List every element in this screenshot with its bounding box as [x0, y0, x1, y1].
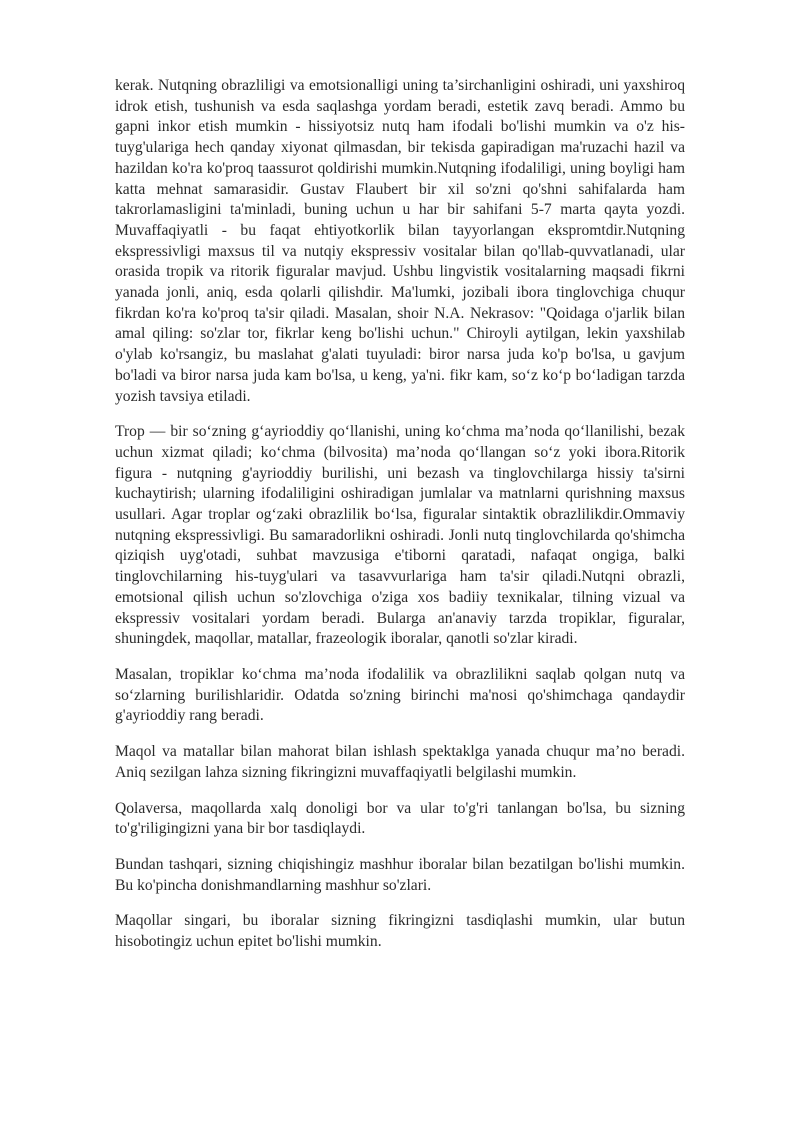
- document-page: [115, 76, 685, 968]
- paragraph: Masalan, tropiklar ko‘chma ma’noda ifodalilik va obrazlilikni saqlab qolgan nutq va so‘zlarning burilishlaridir. Odatda so'zning birinchi ma'nosi qo'shimchaga qandaydir g'ayrioddiy rang beradi.: [115, 665, 685, 725]
- paragraph: Trop — bir so‘zning g‘ayrioddiy qo‘llanishi, uning ko‘chma ma’noda qo‘llanilishi, bezak uchun xizmat qiladi; ko‘chma (bilvosita) ma’noda qo‘llangan so‘z yoki ibora.Ritorik figura - nutqning g'ayrioddiy burilishi, uni bezash va tinglovchilarga hissiy ta'sirni kuchaytirish; ularning ifodaliligini oshiradigan jumlalar va matnlarni qurishning maxsus usullari. Agar troplar og‘zaki obrazlilik bo‘lsa, figuralar sintaktik obrazlilikdir.Ommaviy nutqning ekspressivligi. Bu samaradorlikni oshiradi. Jonli nutq tinglovchilarda qo'shimcha qiziqish uyg'otadi, suhbat mavzusiga e'tiborni qaratadi, nafaqat ongiga, balki tinglovchilarning his-tuyg'ulari va tasavvurlariga ham ta'sir qiladi.Nutqni obrazli, emotsional qilish uchun so'zlovchiga o'ziga xos badiiy texnikalar, tilning vizual va ekspressiv vositalari yordam beradi. Bularga an'anaviy tarzda tropiklar, figuralar, shuningdek, maqollar, matallar, frazeologik iboralar, qanotli so'zlar kiradi.: [115, 423, 685, 648]
- paragraph: Maqol va matallar bilan mahorat bilan ishlash spektaklga yanada chuqur ma’no beradi. Aniq sezilgan lahza sizning fikringizni muvaffaqiyatli belgilashi mumkin.: [115, 743, 685, 781]
- paragraph: kerak. Nutqning obrazliligi va emotsionalligi uning ta’sirchanligini oshiradi, uni yaxshiroq idrok etish, tushunish va esda saqlashga yordam beradi, estetik zavq beradi. Ammo bu gapni inkor etish mumkin - hissiyotsiz nutq ham ifodali bo'lishi mumkin va o'z his-tuyg'ulariga hech qanday xiyonat qilmasdan, bir tekisda gapiradigan ma'ruzachi hazil va hazildan ko'ra ko'proq taassurot qoldirishi mumkin.Nutqning ifodaliligi, uning boyligi ham katta mehnat samarasidir. Gustav Flaubert bir xil so'zni qo'shni sahifalarda ham takrorlamasligini ta'minladi, buning uchun u har bir sahifani 5-7 marta qayta yozdi. Muvaffaqiyatli - bu faqat ehtiyotkorlik bilan tayyorlangan ekspromtdir.Nutqning ekspressivligi maxsus til va nutqiy ekspressiv vositalar bilan qo'llab-quvvatlanadi, ular orasida tropik va ritorik figuralar mavjud. Ushbu lingvistik vositalarning maqsadi fikrni yanada jonli, aniq, esda qolarli qilishdir. Ma'lumki, jozibali ibora tinglovchiga chuqur fikrdan ko'ra ko'proq ta'sir qiladi. Masalan, shoir N.A. Nekrasov: "Qoidaga o'jarlik bilan amal qiling: so'zlar tor, fikrlar keng bo'lishi uchun." Chiroyli aytilgan, lekin yaxshilab o'ylab ko'rsangiz, bu maslahat g'alati tuyuladi: biror narsa juda ko'p bo'lsa, u gavjum bo'ladi va biror narsa juda kam bo'lsa, u keng, ya'ni. fikr kam, so‘z ko‘p bo‘ladigan tarzda yozish tavsiya etiladi.: [115, 77, 685, 405]
- paragraph: Bundan tashqari, sizning chiqishingiz mashhur iboralar bilan bezatilgan bo'lishi mumkin. Bu ko'pincha donishmandlarning mashhur so'zlari.: [115, 855, 685, 894]
- paragraph: Qolaversa, maqollarda xalq donoligi bor va ular to'g'ri tanlangan bo'lsa, bu sizning to'g'riligingizni yana bir bor tasdiqlaydi.: [115, 799, 685, 838]
- paragraph: Maqollar singari, bu iboralar sizning fikringizni tasdiqlashi mumkin, ular butun hisobotingiz uchun epitet bo'lishi mumkin.: [115, 912, 685, 951]
